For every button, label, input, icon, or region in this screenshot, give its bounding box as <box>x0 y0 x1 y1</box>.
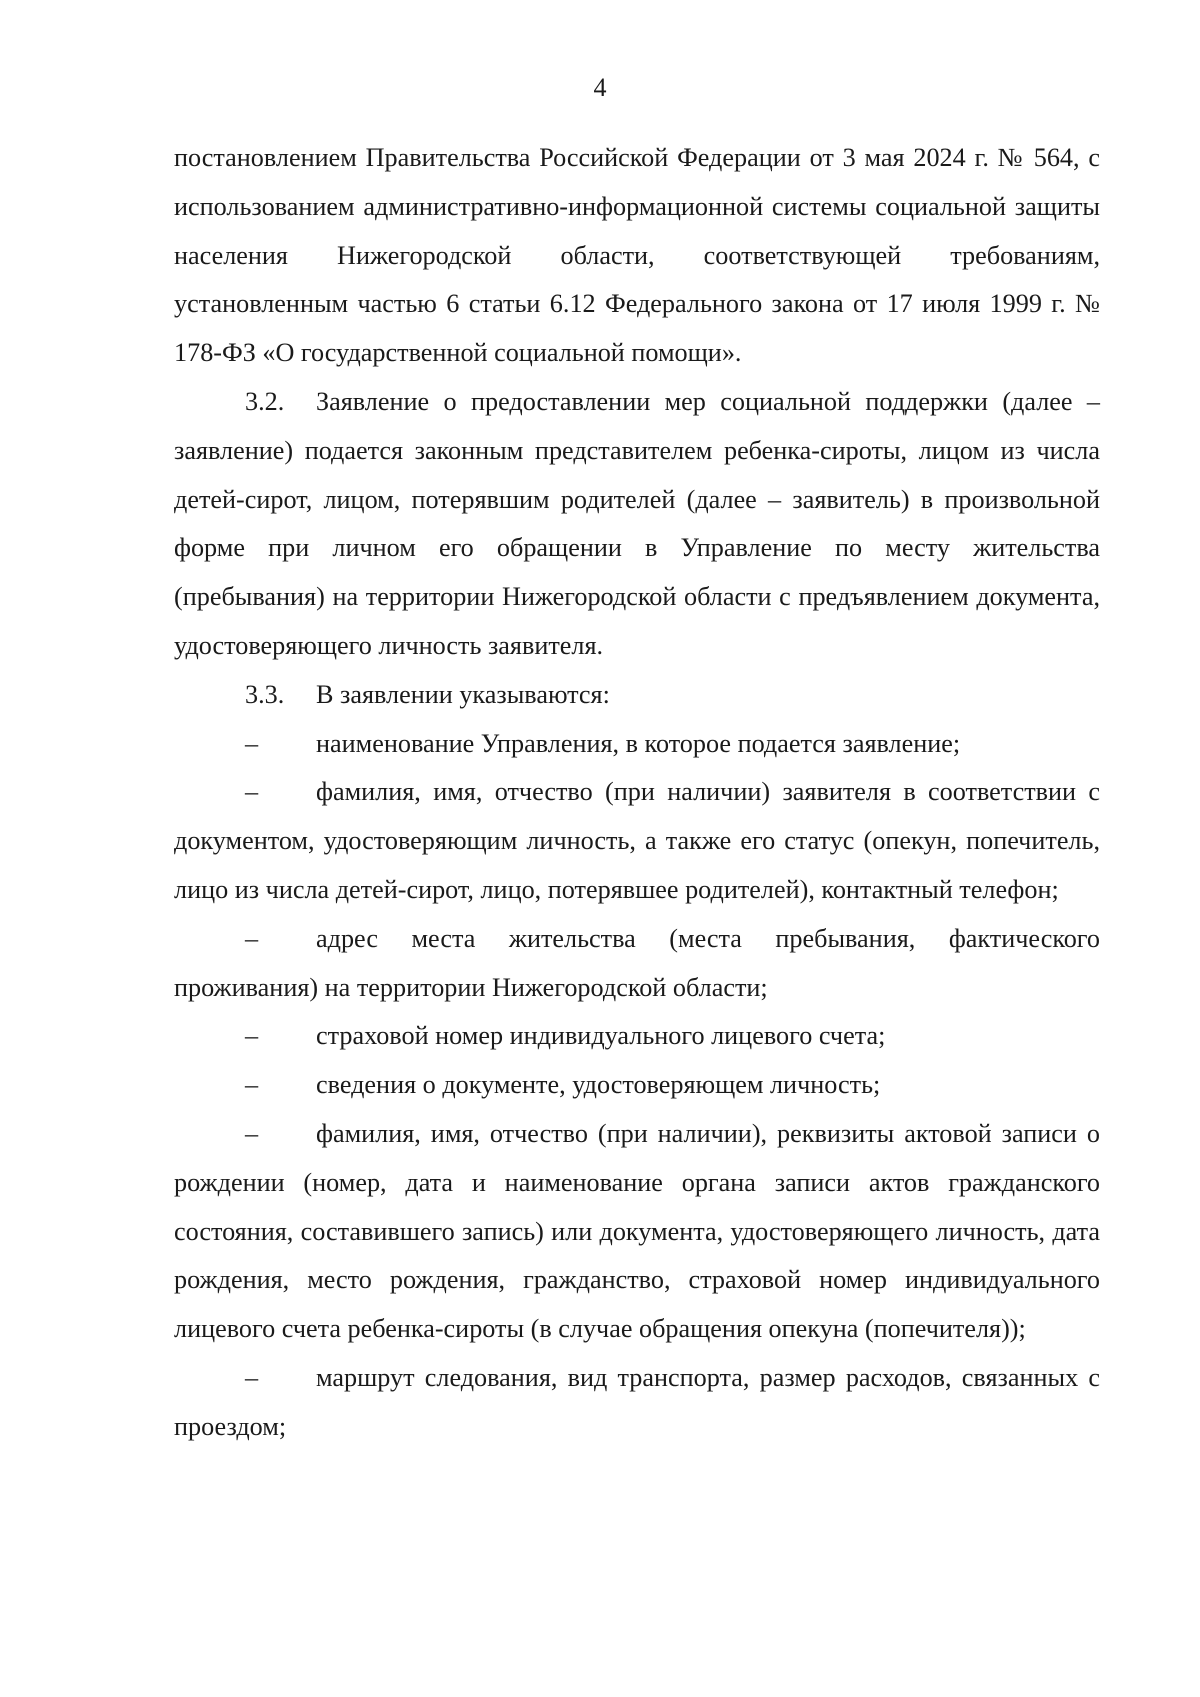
list-item <box>174 768 1100 914</box>
list-item <box>174 1110 1100 1354</box>
list-item-text: наименование Управления, в которое подается заявление; <box>316 728 961 758</box>
clause-number: 3.2. <box>245 386 285 416</box>
dash-marker: – <box>245 1118 259 1148</box>
dash-marker: – <box>245 923 259 953</box>
clause-number: 3.3. <box>245 679 285 709</box>
list-item-text: фамилия, имя, отчество (при наличии) заявителя в соответствии с документом, удостоверяющим личность, а также его статус (опекун, попечитель, лицо из числа детей-сирот, лицо, потерявшее родителей), контактный телефон; <box>174 777 1100 904</box>
list-item <box>174 1061 1100 1110</box>
dash-marker: – <box>245 728 259 758</box>
list-item <box>174 720 1100 769</box>
dash-marker: – <box>245 1070 259 1100</box>
paragraph-text: Заявление о предоставлении мер социальной поддержки (далее – заявление) подается законным представителем ребенка-сироты, лицом из числа детей-сирот, лицом, потерявшим родителей (далее – заявитель) в произвольной форме при личном его обращении в Управление по месту жительства (пребывания) на территории Нижегородской области с предъявлением документа, удостоверяющего личность заявителя. <box>174 386 1100 660</box>
list-item <box>174 1354 1100 1452</box>
dash-marker: – <box>245 777 259 807</box>
list-item <box>174 915 1100 1013</box>
list-item <box>174 1012 1100 1061</box>
paragraph-text: В заявлении указываются: <box>316 679 610 709</box>
list-item-text: фамилия, имя, отчество (при наличии), реквизиты актовой записи о рождении (номер, дата и наименование органа записи актов гражданского состояния, составившего запись) или документа, удостоверяющего личность, дата рождения, место рождения, гражданство, страховой номер индивидуального лицевого счета ребенка-сироты (в случае обращения опекуна (попечителя)); <box>174 1118 1100 1344</box>
dash-marker: – <box>245 1362 259 1392</box>
dash-marker: – <box>245 1021 259 1051</box>
list-item-text: маршрут следования, вид транспорта, размер расходов, связанных с проездом; <box>174 1362 1100 1441</box>
paragraph-3-3 <box>174 671 1100 720</box>
list-item-text: адрес места жительства (места пребывания, фактического проживания) на территории Нижегородской области; <box>174 923 1100 1002</box>
document-body <box>174 134 1100 1452</box>
page-number: 4 <box>593 73 607 102</box>
paragraph-continuation <box>174 134 1100 378</box>
list-item-text: страховой номер индивидуального лицевого счета; <box>316 1021 886 1051</box>
list-item-text: сведения о документе, удостоверяющем личность; <box>316 1070 881 1100</box>
paragraph-text: постановлением Правительства Российской Федерации от 3 мая 2024 г. № 564, с использованием административно-информационной системы социальной защиты населения Нижегородской области, соответствующей требованиям, установленным частью 6 статьи 6.12 Федерального закона от 17 июля 1999 г. № 178-ФЗ «О государственной социальной помощи». <box>174 143 1100 368</box>
paragraph-3-2 <box>174 378 1100 671</box>
